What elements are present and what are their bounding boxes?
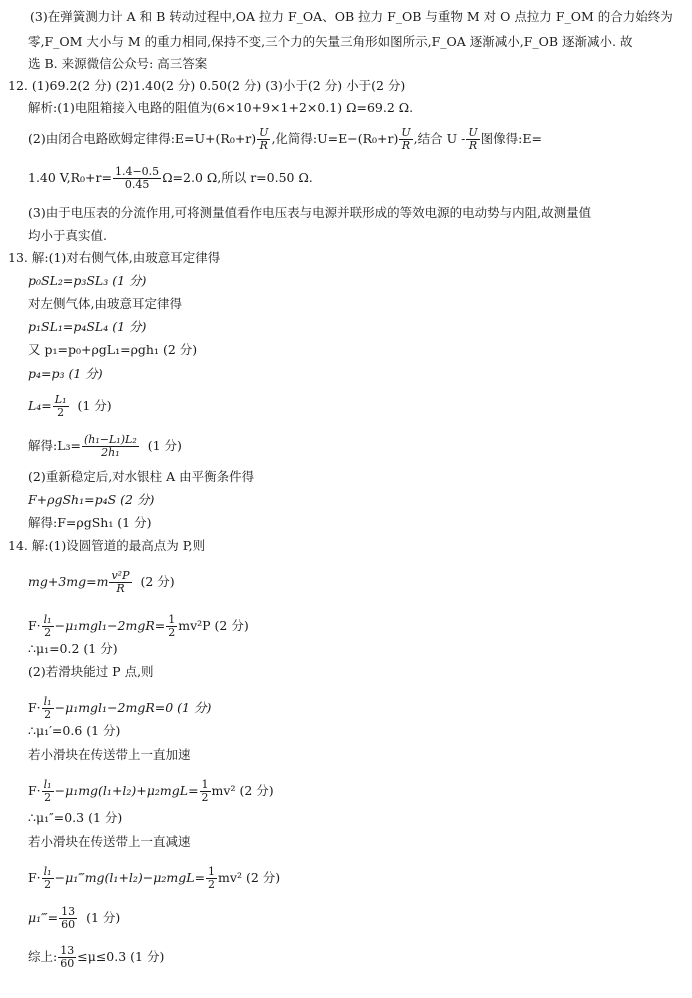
q14-eq-9: ∴μ₁″=0.3 (1 分): [28, 810, 123, 825]
fraction: $\frac{\text{l₁}}{2}$: [43, 865, 52, 891]
q12-line-2: (2)由闭合电路欧姆定律得:E=U+(R₀+r) $\frac{U}{R}$ ,化简得:U=E−(R₀+r) $\frac{U}{R}$ ,结合 U - $\frac{U}{R}$ 图像得:E=: [28, 126, 542, 152]
q14-line-10: 若小滑块在传送带上一直减速: [28, 834, 191, 849]
q14-eq-3: ∴μ₁=0.2 (1 分): [28, 641, 118, 656]
q14-eq-8: F· $\frac{\text{l₁}}{2}$ −μ₁mg(l₁+l₂)+μ₂mgL= $\frac{1}{2}$ mv² (2 分): [28, 778, 274, 804]
fraction-u-over-r: $\frac{U}{R}$: [401, 126, 411, 152]
q11-line-1: (3)在弹簧测力计 A 和 B 转动过程中,OA 拉力 F_OA、OB 拉力 F_OB 与重物 M 对 O 点拉力 F_OM 的合力始终为: [30, 9, 673, 24]
fraction: $\frac{\text{l₁}}{2}$: [43, 613, 52, 639]
q14-eq-13: 综上: $\frac{13}{60}$ ≤μ≤0.3 (1 分): [28, 944, 165, 970]
fraction-u-over-r: $\frac{U}{R}$: [468, 126, 478, 152]
q13-eq-6: L₄= $\frac{\text{L₁}}{2}$ (1 分): [28, 393, 112, 419]
q14-eq-5: F· $\frac{\text{l₁}}{2}$ −μ₁mgl₁−2mgR=0 (1 分): [28, 695, 212, 721]
fraction: $\frac{1}{2}$: [168, 613, 176, 639]
fraction: $\frac{1}{2}$: [201, 778, 209, 804]
q11-line-2: 零,F_OM 大小与 M 的重力相同,保持不变,三个力的矢量三角形如图所示,F_OA 逐渐减小,F_OB 逐渐减小. 故: [28, 34, 633, 49]
q13-line-8: (2)重新稳定后,对水银柱 A 由平衡条件得: [28, 469, 255, 484]
fraction-u-over-r: $\frac{U}{R}$: [259, 126, 269, 152]
q13-eq-5: p₄=p₃ (1 分): [28, 366, 103, 381]
q12-line-1: 解析:(1)电阻箱接入电路的阻值为(6×10+9×1+2×0.1) Ω=69.2 Ω.: [28, 100, 414, 115]
q11-line-3: 选 B. 来源微信公众号: 高三答案: [28, 56, 208, 71]
q13-line-2: 对左侧气体,由玻意耳定律得: [28, 296, 182, 311]
q13-eq-1: p₀SL₂=p₃SL₃ (1 分): [28, 273, 147, 288]
q12-line-4: (3)由于电压表的分流作用,可将测量值看作电压表与电源并联形成的等效电源的电动势与内阻,故测量值: [28, 205, 592, 220]
fraction: $\frac{\text{L₁}}{2}$: [54, 393, 67, 419]
fraction: $\frac{1.4-0.5}{0.45}$: [114, 165, 160, 191]
q14-eq-2: F· $\frac{\text{l₁}}{2}$ −μ₁mgl₁−2mgR= $\frac{1}{2}$ mv²P (2 分): [28, 613, 249, 639]
q14-heading: 14. 解:(1)设圆管道的最高点为 P,则: [8, 538, 206, 553]
q14-eq-11: F· $\frac{\text{l₁}}{2}$ −μ₁‴mg(l₁+l₂)−μ₂mgL= $\frac{1}{2}$ mv² (2 分): [28, 865, 281, 891]
q14-eq-12: μ₁‴= $\frac{13}{60}$ (1 分): [28, 905, 121, 931]
fraction: $\frac{\text{v²P}}{R}$: [111, 569, 130, 595]
q13-heading: 13. 解:(1)对右侧气体,由玻意耳定律得: [8, 250, 221, 265]
fraction: $\frac{13}{60}$: [61, 905, 76, 931]
q13-eq-10: 解得:F=ρgSh₁ (1 分): [28, 515, 152, 530]
fraction: $\frac{13}{60}$: [60, 944, 75, 970]
q13-eq-3: p₁SL₁=p₄SL₄ (1 分): [28, 319, 147, 334]
fraction: $\frac{\text{l₁}}{2}$: [43, 695, 52, 721]
q13-eq-4: 又 p₁=p₀+ρgL₁=ρgh₁ (2 分): [28, 342, 198, 357]
q12-line-3: 1.40 V,R₀+r= $\frac{1.4-0.5}{0.45}$ Ω=2.0 Ω,所以 r=0.50 Ω.: [28, 165, 313, 191]
fraction: $\frac{1}{2}$: [208, 865, 216, 891]
fraction: $\frac{\text{l₁}}{2}$: [43, 778, 52, 804]
fraction: $\frac{\text{(h₁−L₁)L₂}}{\text{2h₁}}$: [84, 433, 137, 459]
q14-eq-6: ∴μ₁′=0.6 (1 分): [28, 723, 121, 738]
q14-line-7: 若小滑块在传送带上一直加速: [28, 747, 191, 762]
q12-heading: 12. (1)69.2(2 分) (2)1.40(2 分) 0.50(2 分) (3)小于(2 分) 小于(2 分): [8, 78, 406, 93]
q13-eq-7: 解得:L₃= $\frac{\text{(h₁−L₁)L₂}}{\text{2h₁}}$ (1 分): [28, 433, 182, 459]
q13-eq-9: F+ρgSh₁=p₄S (2 分): [28, 492, 155, 507]
q12-line-5: 均小于真实值.: [28, 228, 107, 243]
q14-line-4: (2)若滑块能过 P 点,则: [28, 664, 154, 679]
q14-eq-1: mg+3mg=m $\frac{\text{v²P}}{R}$ (2 分): [28, 569, 175, 595]
